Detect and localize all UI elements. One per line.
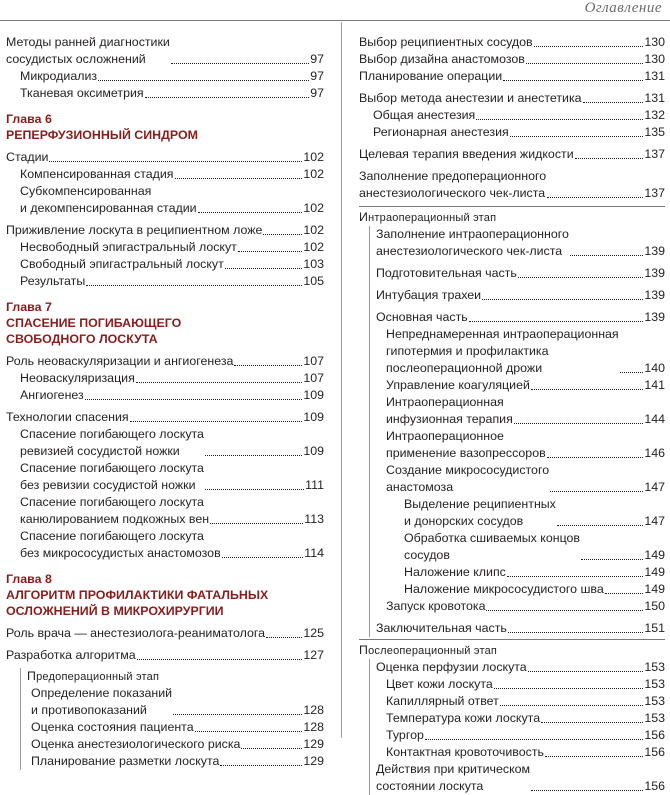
- dot-leader: [220, 753, 302, 766]
- toc-entry[interactable]: [6, 494, 324, 528]
- toc-entry-page: 102: [303, 150, 324, 164]
- toc-entry-page: 125: [303, 626, 324, 640]
- toc-entry-title: Выбор метода анестезии и анестетика: [359, 91, 582, 105]
- toc-entry-title: Цвет кожи лоскута: [386, 677, 493, 691]
- toc-entry-page: 149: [644, 565, 665, 579]
- dot-leader: [500, 693, 644, 706]
- dot-leader: [583, 90, 644, 103]
- toc-entry[interactable]: [6, 34, 324, 68]
- toc-entry-page: 129: [303, 737, 324, 751]
- section-heading-rest: редоперационный этап: [36, 671, 160, 683]
- dot-leader: [518, 265, 644, 278]
- toc-entry[interactable]: [376, 226, 665, 260]
- dot-leader: [557, 525, 643, 526]
- toc-entry-title: Тургор: [386, 728, 424, 742]
- toc-entry[interactable]: [6, 149, 324, 166]
- dot-leader: [541, 710, 643, 723]
- toc-list: [6, 625, 324, 664]
- toc-entry-title: Компенсированная стадия: [20, 167, 174, 181]
- dot-leader: [173, 714, 302, 715]
- dot-leader: [514, 423, 644, 424]
- toc-entry[interactable]: [376, 761, 665, 795]
- toc-entry[interactable]: [376, 710, 665, 727]
- toc-entry[interactable]: [6, 528, 324, 562]
- toc-entry-title: Выделение реципиентных и донорских сосудов: [404, 497, 556, 528]
- toc-entry[interactable]: [376, 581, 665, 598]
- chapter-title[interactable]: АЛГОРИТМ ПРОФИЛАКТИКИ ФАТАЛЬНЫХ ОСЛОЖНЕНИЙ В МИКРОХИРУРГИИ: [6, 588, 269, 618]
- toc-entry-title: Контактная кровоточивость: [386, 745, 544, 759]
- dot-leader: [145, 85, 310, 98]
- section-heading-cap: П: [359, 643, 369, 657]
- toc-list: [376, 659, 665, 795]
- toc-entry-page: 156: [644, 745, 665, 759]
- toc-entry-title: Создание микрососудистого анастомоза: [386, 463, 550, 494]
- dot-leader: [425, 727, 643, 740]
- toc-entry-title: Разработка алгоритма: [6, 648, 136, 662]
- toc-entry-page: 107: [303, 354, 324, 368]
- toc-entry-title: Роль врача — анестезиолога-реаниматолога: [6, 626, 266, 640]
- dot-leader: [171, 63, 309, 64]
- dot-leader: [222, 557, 304, 558]
- toc-entry-page: 144: [644, 412, 665, 426]
- toc-entry-page: 105: [303, 274, 324, 288]
- toc-entry[interactable]: [359, 90, 665, 107]
- toc-entry-page: 97: [310, 69, 324, 83]
- toc-list: [27, 685, 324, 770]
- toc-entry[interactable]: [6, 460, 324, 494]
- toc-entry-page: 156: [644, 728, 665, 742]
- dot-leader: [510, 124, 644, 137]
- section-heading: [359, 209, 665, 226]
- toc-entry-page: 140: [644, 361, 665, 375]
- toc-entry[interactable]: [27, 685, 324, 719]
- dot-leader: [175, 166, 303, 179]
- toc-entry-title: Свободный эпигастральный лоскут: [20, 257, 224, 271]
- toc-entry-page: 132: [644, 108, 665, 122]
- dot-leader: [195, 719, 303, 732]
- toc-entry[interactable]: [376, 265, 665, 282]
- toc-entry[interactable]: [359, 51, 665, 68]
- toc-entry[interactable]: [376, 620, 665, 637]
- section-box-intraop: [369, 226, 665, 637]
- toc-entry-title: Определение показаний и противопоказаний: [31, 686, 173, 717]
- toc-entry-page: 131: [644, 91, 665, 105]
- toc-entry-title: Интубация трахеи: [376, 288, 482, 302]
- toc-entry-title: Температура кожи лоскута: [386, 711, 541, 725]
- toc-entry[interactable]: [376, 744, 665, 761]
- toc-entry-title: Несвободный эпигастральный лоскут: [20, 240, 237, 254]
- dot-leader: [534, 34, 644, 47]
- toc-entry-title: Непреднамеренная интраоперационная гипотермия и профилактика послеоперационной дрожи: [386, 327, 619, 375]
- toc-entry-page: 147: [644, 514, 665, 528]
- dot-leader: [205, 455, 302, 456]
- toc-entry[interactable]: [27, 719, 324, 736]
- toc-entry[interactable]: [27, 736, 324, 753]
- dot-leader: [234, 353, 302, 366]
- toc-entry-page: 113: [304, 512, 324, 526]
- toc-entry[interactable]: [376, 377, 665, 394]
- toc-entry[interactable]: [6, 409, 324, 426]
- dot-leader: [198, 212, 303, 213]
- dot-leader: [581, 559, 643, 560]
- chapter-title[interactable]: РЕПЕРФУЗИОННЫЙ СИНДРОМ: [6, 128, 198, 142]
- toc-entry-title: Заполнение предоперационного анестезиологического чек-листа: [359, 169, 547, 200]
- dot-leader: [531, 790, 643, 791]
- toc-entry-title: Результаты: [20, 274, 86, 288]
- section-heading-rest: нтраоперационный этап: [368, 212, 497, 224]
- toc-entry-title: Спасение погибающего лоскута канюлированием подкожных вен: [20, 495, 210, 526]
- toc-entry-title: Оценка перфузии лоскута: [376, 660, 527, 674]
- dot-leader: [225, 256, 303, 269]
- dot-leader: [494, 676, 644, 689]
- section-heading: [359, 642, 665, 659]
- toc-entry-page: 109: [303, 388, 324, 402]
- toc-entry-title: Приживление лоскута в реципиентном ложе: [6, 223, 263, 237]
- toc-entry[interactable]: [359, 107, 665, 124]
- toc-entry[interactable]: [27, 753, 324, 770]
- chapter-title[interactable]: СПАСЕНИЕ ПОГИБАЮЩЕГО СВОБОДНОГО ЛОСКУТА: [6, 316, 182, 346]
- dot-leader: [210, 523, 303, 524]
- toc-entry[interactable]: [6, 625, 324, 642]
- toc-entry[interactable]: [6, 68, 324, 85]
- toc-left-column: [6, 34, 324, 770]
- dot-leader: [482, 287, 643, 300]
- toc-entry-page: 107: [303, 371, 324, 385]
- toc-entry-title: Спасение погибающего лоскута без микрососудистых анастомозов: [20, 529, 221, 560]
- dot-leader: [486, 598, 643, 611]
- section-rule: [359, 639, 665, 659]
- dot-leader: [570, 255, 643, 256]
- toc-entry[interactable]: [359, 34, 665, 51]
- toc-entry[interactable]: [376, 659, 665, 676]
- toc-entry[interactable]: [376, 496, 665, 530]
- toc-entry-title: Действия при критическом состоянии лоскута: [376, 762, 531, 793]
- section-box-preop: [20, 668, 324, 770]
- toc-entry-page: 130: [644, 35, 665, 49]
- toc-entry[interactable]: [6, 387, 324, 404]
- toc-entry-title: Субкомпенсированная и декомпенсированная стадии: [20, 184, 197, 215]
- toc-entry-page: 153: [644, 711, 665, 725]
- toc-entry-page: 146: [644, 446, 665, 460]
- toc-entry-title: Роль неоваскуляризации и ангиогенеза: [6, 354, 234, 368]
- toc-entry-title: Управление коагуляцией: [386, 378, 530, 392]
- toc-entry[interactable]: [6, 239, 324, 256]
- toc-entry[interactable]: [359, 124, 665, 141]
- toc-entry[interactable]: [6, 647, 324, 664]
- toc-list: [6, 149, 324, 290]
- dot-leader: [136, 370, 303, 383]
- dot-leader: [507, 564, 643, 577]
- toc-entry-page: 131: [644, 69, 665, 83]
- toc-entry[interactable]: [6, 353, 324, 370]
- chapter-label: Глава 8: [6, 572, 52, 586]
- section-heading-rest: ослеоперационный этап: [368, 645, 498, 657]
- toc-entry[interactable]: [359, 168, 665, 202]
- toc-entry[interactable]: [359, 146, 665, 163]
- toc-entry-page: 111: [305, 478, 324, 492]
- toc-entry[interactable]: [376, 462, 665, 496]
- toc-entry-title: Планирование операции: [359, 69, 503, 83]
- toc-entry[interactable]: [6, 370, 324, 387]
- toc-entry[interactable]: [6, 166, 324, 183]
- toc-entry-page: 141: [644, 378, 665, 392]
- dot-leader: [526, 51, 643, 64]
- dot-leader: [476, 107, 643, 120]
- dot-leader: [49, 149, 302, 162]
- toc-entry[interactable]: [376, 676, 665, 693]
- toc-entry[interactable]: [6, 85, 324, 102]
- toc-entry-title: Наложение микрососудистого шва: [404, 582, 604, 596]
- toc-entry-title: Капиллярный ответ: [386, 694, 499, 708]
- toc-entry-page: 149: [644, 582, 665, 596]
- toc-entry-page: 128: [303, 720, 324, 734]
- header-rule: [0, 20, 670, 21]
- toc-entry-title: Интраоперационное применение вазопрессоров: [386, 429, 546, 460]
- toc-entry-title: Заключительная часть: [376, 621, 507, 635]
- toc-entry-title: Целевая терапия введения жидкости: [359, 147, 574, 161]
- toc-entry-title: Выбор дизайна анастомозов: [359, 52, 525, 66]
- dot-leader: [503, 68, 643, 81]
- toc-list: [6, 353, 324, 562]
- toc-entry[interactable]: [6, 273, 324, 290]
- dot-leader: [620, 372, 644, 373]
- toc-entry-title: Методы ранней диагностики сосудистых осложнений: [6, 35, 170, 66]
- toc-entry-page: 102: [303, 201, 324, 215]
- toc-entry-page: 149: [644, 548, 665, 562]
- toc-entry-title: Технологии спасения: [6, 410, 129, 424]
- dot-leader: [469, 309, 644, 322]
- toc-entry[interactable]: [376, 309, 665, 326]
- chapter-label: Глава 7: [6, 300, 52, 314]
- toc-entry[interactable]: [376, 598, 665, 615]
- toc-entry-title: Обработка сшиваемых концов сосудов: [404, 531, 581, 562]
- dot-leader: [547, 197, 643, 198]
- toc-entry-page: 137: [644, 147, 665, 161]
- toc-entry-page: 153: [644, 677, 665, 691]
- toc-entry-title: Неоваскуляризация: [20, 371, 135, 385]
- toc-entry[interactable]: [376, 326, 665, 377]
- dot-leader: [86, 273, 302, 286]
- toc-right-column: [359, 34, 665, 795]
- toc-entry-page: 102: [303, 240, 324, 254]
- dot-leader: [85, 387, 303, 400]
- toc-entry-title: Стадии: [6, 150, 49, 164]
- toc-entry-page: 97: [310, 52, 324, 66]
- dot-leader: [605, 581, 644, 594]
- toc-entry[interactable]: [6, 426, 324, 460]
- toc-entry-title: Спасение погибающего лоскута ревизией сосудистой ножки: [20, 427, 204, 458]
- dot-leader: [545, 744, 643, 757]
- section-heading: [27, 668, 324, 685]
- dot-leader: [266, 625, 302, 638]
- toc-entry[interactable]: [376, 727, 665, 744]
- toc-entry-page: 103: [303, 257, 324, 271]
- toc-entry-title: Спасение погибающего лоскута без ревизии сосудистой ножки: [20, 461, 204, 492]
- toc-entry-title: Запуск кровотока: [386, 599, 486, 613]
- dot-leader: [137, 647, 303, 660]
- toc-entry-page: 139: [644, 288, 665, 302]
- dot-leader: [130, 409, 303, 422]
- toc-entry[interactable]: [376, 693, 665, 710]
- toc-list: [359, 34, 665, 202]
- toc-entry-title: Основная часть: [376, 310, 468, 324]
- toc-entry-title: Регионарная анестезия: [373, 125, 509, 139]
- toc-entry-page: 153: [644, 694, 665, 708]
- dot-leader: [508, 620, 643, 633]
- toc-entry-page: 139: [644, 266, 665, 280]
- toc-entry[interactable]: [376, 394, 665, 428]
- toc-entry-page: 129: [303, 754, 324, 768]
- dot-leader: [575, 146, 644, 159]
- toc-entry-title: Наложение клипс: [404, 565, 506, 579]
- toc-entry-title: Интраоперационная инфузионная терапия: [386, 395, 513, 426]
- toc-entry[interactable]: [376, 287, 665, 304]
- toc-entry-page: 139: [644, 310, 665, 324]
- toc-entry-page: 147: [644, 480, 665, 494]
- toc-entry-page: 102: [303, 223, 324, 237]
- column-divider: [341, 22, 342, 738]
- toc-entry[interactable]: [6, 256, 324, 273]
- toc-entry-title: Подготовительная часть: [376, 266, 517, 280]
- toc-entry-page: 127: [303, 648, 324, 662]
- chapter-label: Глава 6: [6, 112, 52, 126]
- toc-entry-page: 97: [310, 86, 324, 100]
- toc-entry-title: Общая анестезия: [373, 108, 476, 122]
- section-box-postop: [369, 659, 665, 795]
- toc-entry-page: 150: [644, 599, 665, 613]
- toc-entry-page: 135: [644, 125, 665, 139]
- toc-entry-title: Заполнение интраоперационного анестезиологического чек-листа: [376, 227, 569, 258]
- toc-entry-page: 137: [644, 186, 665, 200]
- running-header: [0, 0, 670, 22]
- toc-entry[interactable]: [376, 564, 665, 581]
- dot-leader: [531, 377, 643, 390]
- toc-entry-page: 139: [644, 244, 665, 258]
- toc-entry[interactable]: [376, 530, 665, 564]
- dot-leader: [263, 222, 302, 235]
- section-rule: [359, 206, 665, 226]
- toc-entry[interactable]: [359, 68, 665, 85]
- toc-list: [6, 34, 324, 102]
- toc-entry-page: 109: [303, 410, 324, 424]
- toc-entry-page: 114: [304, 546, 324, 560]
- toc-entry-title: Оценка состояния пациента: [31, 720, 194, 734]
- toc-entry-page: 156: [644, 779, 665, 793]
- dot-leader: [205, 489, 304, 490]
- toc-entry-title: Ангиогенез: [20, 388, 84, 402]
- section-heading-cap: И: [359, 210, 369, 224]
- section-heading-cap: П: [27, 669, 37, 683]
- toc-entry-title: Оценка анестезиологического риска: [31, 737, 241, 751]
- toc-entry-page: 109: [303, 444, 324, 458]
- dot-leader: [238, 239, 302, 252]
- toc-entry-page: 128: [303, 703, 324, 717]
- toc-entry[interactable]: [376, 428, 665, 462]
- toc-entry-page: 153: [644, 660, 665, 674]
- toc-entry-page: 151: [644, 621, 665, 635]
- dot-leader: [547, 457, 644, 458]
- toc-entry-page: 102: [303, 167, 324, 181]
- toc-entry-title: Планирование разметки лоскута: [31, 754, 220, 768]
- toc-entry-title: Микродиализ: [20, 69, 98, 83]
- toc-entry[interactable]: [6, 222, 324, 239]
- toc-entry-title: Выбор реципиентных сосудов: [359, 35, 533, 49]
- toc-list: [376, 226, 665, 637]
- toc-entry[interactable]: [6, 183, 324, 217]
- running-header-title: Оглавление: [584, 0, 662, 16]
- toc-entry-page: 130: [644, 52, 665, 66]
- dot-leader: [528, 659, 644, 672]
- dot-leader: [550, 491, 643, 492]
- dot-leader: [98, 68, 309, 81]
- toc-entry-title: Тканевая оксиметрия: [20, 86, 144, 100]
